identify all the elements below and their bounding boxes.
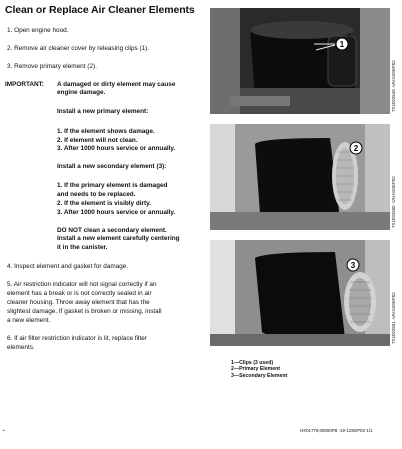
- primary-item-3: 3. After 1000 hours service or annually.: [57, 145, 176, 152]
- warning-line-1: DO NOT clean a secondary element.: [57, 227, 167, 234]
- callout-3: 3: [350, 261, 356, 270]
- secondary-item-3: 3. After 1000 hours service or annually.: [57, 209, 176, 216]
- secondary-element-illustration: [210, 240, 390, 346]
- footer-marker: •: [3, 428, 5, 433]
- step-5-line-1: 5. Air restriction indicator will not signal correctly if an: [7, 281, 157, 288]
- important-line-1: A damaged or dirty element may cause: [57, 81, 176, 88]
- step-1: 1. Open engine hood.: [7, 27, 69, 34]
- step-3: 3. Remove primary element (2).: [7, 63, 97, 70]
- primary-heading: Install a new primary element:: [57, 108, 149, 115]
- footer-reference: HX01779,00000FB -19-12SEP02-1/1: [300, 428, 373, 433]
- step-5-line-3: cleaner housing. Throw away element that has the: [7, 299, 150, 306]
- callout-2: 2: [353, 144, 359, 153]
- step-5-line-4: slightest damage. If gasket is broken or missing, install: [7, 308, 162, 315]
- step-2: 2. Remove air cleaner cover by releasing clips (1).: [7, 45, 150, 52]
- photo-secondary-element: [210, 240, 390, 346]
- step-6-line-1: 6. If air filter restriction indicator is lit, replace filter: [7, 335, 147, 342]
- secondary-item-1: 1. If the primary element is damaged: [57, 182, 168, 189]
- secondary-item-2: 2. If the element is visibly dirty.: [57, 200, 151, 207]
- photo-2-code: TX1003550 -UN-04SEP02: [391, 176, 396, 228]
- primary-element-illustration: [210, 124, 390, 230]
- callout-1: 1: [339, 40, 345, 49]
- step-5-line-2: element has a break or is not correctly sealed in air: [7, 290, 152, 297]
- step-5-line-5: a new element.: [7, 317, 51, 324]
- step-4: 4. Inspect element and gasket for damage.: [7, 263, 129, 270]
- legend-item-primary: 2—Primary Element: [231, 366, 281, 373]
- important-line-2: engine damage.: [57, 89, 106, 96]
- photo-clips: [210, 8, 390, 114]
- page-title: Clean or Replace Air Cleaner Elements: [5, 4, 195, 16]
- photo-1-code: TX1003549 -UN-04SEP02: [391, 60, 396, 112]
- air-cleaner-cover-illustration: [210, 8, 390, 114]
- important-label: IMPORTANT:: [5, 81, 44, 88]
- photo-3-code: TX1003551 -UN-04SEP02: [391, 292, 396, 344]
- photo-primary-element: [210, 124, 390, 230]
- warning-line-2: Install a new element carefully centering: [57, 235, 180, 242]
- step-6-line-2: elements.: [7, 344, 35, 351]
- figure-legend: [231, 360, 287, 379]
- secondary-item-1b: and needs to be replaced.: [57, 191, 136, 198]
- legend-item-secondary: 3—Secondary Element: [231, 372, 288, 379]
- primary-item-1: 1. If the element shows damage.: [57, 128, 155, 135]
- warning-line-3: it in the canister.: [57, 244, 108, 251]
- legend-item-clips: 1—Clips (3 used): [231, 360, 274, 366]
- secondary-heading: Install a new secondary element (3):: [57, 163, 167, 170]
- primary-item-2: 2. If element will not clean.: [57, 137, 138, 144]
